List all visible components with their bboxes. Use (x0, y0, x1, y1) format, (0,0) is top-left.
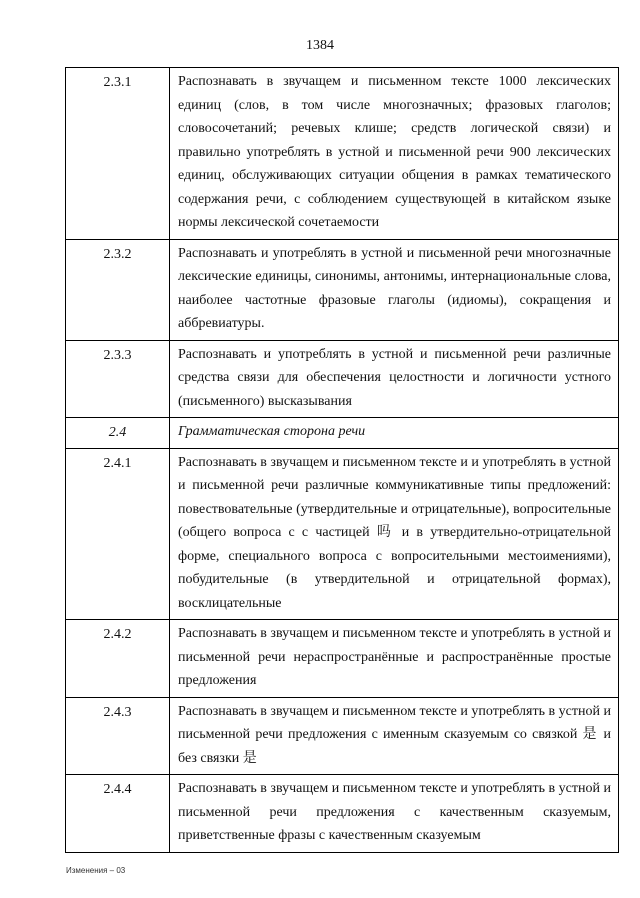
section-title: Грамматическая сторона речи (170, 418, 619, 449)
table-row (66, 340, 619, 418)
table-row (66, 775, 619, 853)
row-text: Распознавать и употреблять в устной и письменной речи различные средства связи для обеспечения целостности и логичности устного (письменного) высказывания (170, 340, 619, 418)
row-text: Распознавать в звучащем и письменном тексте и употреблять в устной и письменной речи предложения с качественным сказуемым, приветственные фразы с качественным сказуемым (170, 775, 619, 853)
row-text: Распознавать в звучащем и письменном тексте и употреблять в устной и письменной речи предложения с именным сказуемым со связкой 是 и без связки 是 (170, 697, 619, 775)
page-number: 1384 (306, 38, 334, 53)
row-number: 2.4.2 (66, 620, 170, 698)
row-number: 2.4.4 (66, 775, 170, 853)
section-number: 2.4 (66, 418, 170, 449)
row-text: Распознавать в звучащем и письменном тексте 1000 лексических единиц (слов, в том числе многозначных; фразовых глаголов; словосочетаний; речевых клише; средств логической связи) и правильно употреблять в устной и письменной речи 900 лексических единиц, обслуживающих ситуации общения в рамках тематического содержания речи, с соблюдением существующей в китайском языке нормы лексической сочетаемости (170, 68, 619, 240)
row-number: 2.3.3 (66, 340, 170, 418)
requirements-table (65, 67, 619, 853)
row-number: 2.3.1 (66, 68, 170, 240)
footer-revision-note: Изменения – 03 (66, 866, 126, 875)
section-heading-row (66, 418, 619, 449)
row-text: Распознавать и употреблять в устной и письменной речи многозначные лексические единицы, синонимы, антонимы, интернациональные слова, наиболее частотные фразовые глаголы (идиомы), сокращения и аббревиатуры. (170, 239, 619, 340)
row-number: 2.4.3 (66, 697, 170, 775)
table-row (66, 620, 619, 698)
table-row (66, 697, 619, 775)
row-number: 2.3.2 (66, 239, 170, 340)
table-row (66, 448, 619, 620)
table-row (66, 68, 619, 240)
row-text: Распознавать в звучащем и письменном тексте и и употреблять в устной и письменной речи различные коммуникативные типы предложений: повествовательные (утвердительные и отрицательные), вопросительные (общего вопроса с с частицей 吗 и в утвердительно-отрицательной форме, специального вопроса с вопросительными местоимениями), побудительные (в утвердительной и отрицательной формах), восклицательные (170, 448, 619, 620)
row-text: Распознавать в звучащем и письменном тексте и употреблять в устной и письменной речи нераспространённые и распространённые простые предложения (170, 620, 619, 698)
row-number: 2.4.1 (66, 448, 170, 620)
table-row (66, 239, 619, 340)
